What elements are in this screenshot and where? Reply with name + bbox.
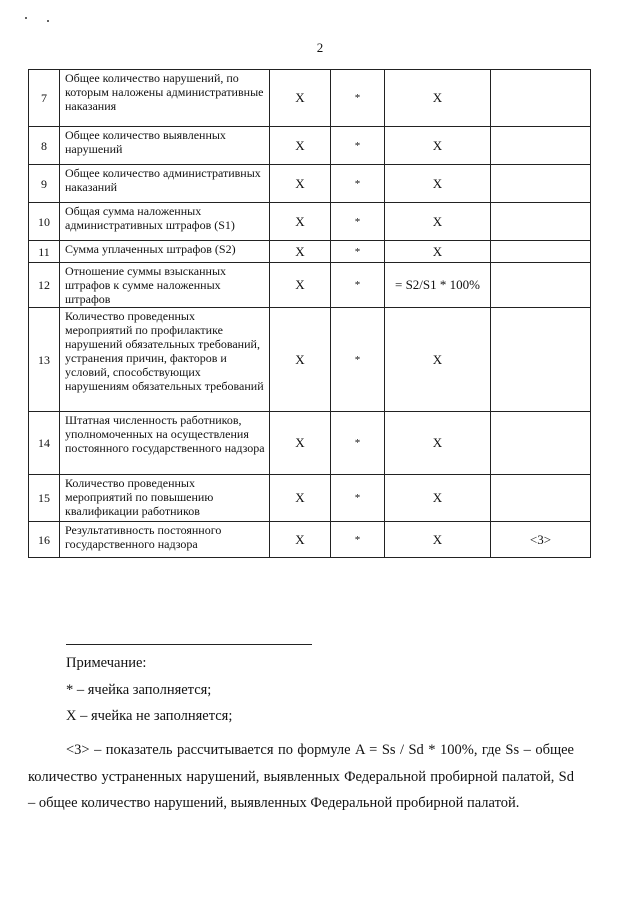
table-row [29, 127, 591, 165]
row-number: 11 [29, 241, 60, 263]
cell-col-1: X [270, 203, 331, 241]
indicator-name: Общее количество административных наказаний [60, 165, 270, 203]
cell-col-1: X [270, 263, 331, 308]
indicator-name: Результативность постоянного государственного надзора [60, 522, 270, 558]
note-x: X – ячейка не заполняется; [66, 708, 233, 724]
cell-col-2: * [331, 412, 385, 475]
note-star: * – ячейка заполняется; [66, 682, 212, 698]
footnote-rule [66, 644, 312, 645]
cell-col-4 [491, 263, 591, 308]
cell-col-2: * [331, 263, 385, 308]
cell-col-4 [491, 203, 591, 241]
table-row [29, 241, 591, 263]
cell-col-1: X [270, 308, 331, 412]
indicator-name: Общая сумма наложенных административных штрафов (S1) [60, 203, 270, 241]
cell-col-4 [491, 165, 591, 203]
page-number: 2 [316, 40, 324, 55]
cell-col-3: X [385, 522, 491, 558]
indicators-table [28, 69, 591, 558]
row-number: 15 [29, 475, 60, 522]
indicator-name: Количество проведенных мероприятий по профилактике нарушений обязательных требований, устранения причин, факторов и условий, способствующих нарушениям обязательных требований [60, 308, 270, 412]
row-number: 16 [29, 522, 60, 558]
cell-col-1: X [270, 70, 331, 127]
indicator-name: Сумма уплаченных штрафов (S2) [60, 241, 270, 263]
row-number: 13 [29, 308, 60, 412]
note-title: Примечание: [66, 655, 147, 671]
table-row [29, 412, 591, 475]
cell-col-3: X [385, 308, 491, 412]
table-row [29, 70, 591, 127]
cell-col-2: * [331, 522, 385, 558]
cell-col-4 [491, 70, 591, 127]
cell-col-2: * [331, 308, 385, 412]
table-row [29, 475, 591, 522]
indicator-name: Количество проведенных мероприятий по повышению квалификации работников [60, 475, 270, 522]
cell-col-3: X [385, 165, 491, 203]
scan-speck [47, 20, 49, 22]
cell-col-1: X [270, 127, 331, 165]
indicator-name: Штатная численность работников, уполномоченных на осуществления постоянного государственного надзора [60, 412, 270, 475]
cell-col-4 [491, 127, 591, 165]
cell-col-2: * [331, 70, 385, 127]
table-row [29, 165, 591, 203]
cell-col-1: X [270, 412, 331, 475]
cell-col-2: * [331, 241, 385, 263]
cell-col-1: X [270, 522, 331, 558]
note-formula: <3> – показатель рассчитывается по формуле A = Ss / Sd * 100%, где Ss – общее количество устраненных нарушений, выявленных Федеральной пробирной палатой, Sd – общее количество нарушений, выявленных Федеральной пробирной палатой. [28, 742, 574, 811]
cell-col-3: = S2/S1 * 100% [385, 263, 491, 308]
indicator-name: Общее количество нарушений, по которым наложены административные наказания [60, 70, 270, 127]
row-number: 12 [29, 263, 60, 308]
table-row [29, 203, 591, 241]
cell-col-1: X [270, 475, 331, 522]
cell-col-4 [491, 241, 591, 263]
cell-col-3: X [385, 70, 491, 127]
cell-col-4 [491, 412, 591, 475]
cell-col-4 [491, 475, 591, 522]
cell-col-3: X [385, 412, 491, 475]
cell-col-4: <3> [491, 522, 591, 558]
table-row [29, 308, 591, 412]
table-row [29, 522, 591, 558]
indicator-name: Отношение суммы взысканных штрафов к сумме наложенных штрафов [60, 263, 270, 308]
indicator-name: Общее количество выявленных нарушений [60, 127, 270, 165]
cell-col-2: * [331, 127, 385, 165]
cell-col-3: X [385, 203, 491, 241]
row-number: 14 [29, 412, 60, 475]
cell-col-1: X [270, 165, 331, 203]
table-row [29, 263, 591, 308]
row-number: 8 [29, 127, 60, 165]
cell-col-2: * [331, 165, 385, 203]
cell-col-3: X [385, 241, 491, 263]
cell-col-2: * [331, 475, 385, 522]
cell-col-2: * [331, 203, 385, 241]
cell-col-4 [491, 308, 591, 412]
row-number: 10 [29, 203, 60, 241]
cell-col-1: X [270, 241, 331, 263]
scan-speck [25, 17, 27, 19]
row-number: 9 [29, 165, 60, 203]
row-number: 7 [29, 70, 60, 127]
cell-col-3: X [385, 127, 491, 165]
cell-col-3: X [385, 475, 491, 522]
